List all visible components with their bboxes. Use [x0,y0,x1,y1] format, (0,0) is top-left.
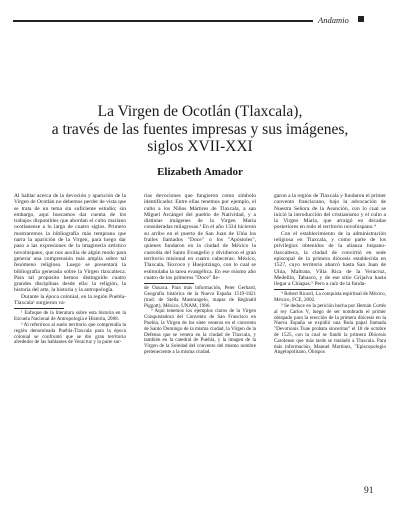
footnote: ² Al referirnos al suelo territorio que comprendía la región denominada Puebla-Tlaxcala para la época colonial se confrontó que se dio gran territorio alrededor de las hablantes de Veracruz y la parte sur- [14,321,126,346]
footnote-rule [274,289,324,290]
body-paragraph: Al hablar acerca de la devoción y aparición de la Virgen de Ocotlán no debemos perder de vista que se trata de un tema sin suficiente estudio; sin embargo, aquí buscamos dar cuenta de los trabajos disponibles que abordan el culto mariano ocotlanense a lo largo de cuatro siglos. Primero mostraremos la bibliografía más temprana que narra la aparición de la Virgen, para luego dar paso a las expresiones de la imaginería artístico novohispano, que nos auxilia de algún modo para generar una comprensión más amplia sobre tal fenómeno religioso. Luego se presentará la bibliografía generada sobre la Virgen tlaxcalteca. Para tal propósito hemos distinguido cuatro grandes disciplinas desde ella: la religión, la historia del arte, la historia y la antropología. [14,193,127,294]
body-paragraph: Durante la época colonial, en la región Puebla-Tlaxcala¹ surgieron va- [14,293,126,307]
footnote: ⁴ Robert Ricard, La conquista espiritual de México, México, FCE, 2002. [274,291,386,304]
footnote: ³ Aquí tenemos los ejemplos claros de la Virgen Conquistadora del Convento de San Francisco en Puebla, la Virgen de los siete veneros en el convento de Santo Domingo de la misma ciudad, la Virgen de la Defensa que se venera en la ciudad de Tlaxcala, y también en la catedral de Puebla, y la imagen de la Virgen de la Soledad del convento del mismo nombre perteneciente a la misma ciudad. [144,308,256,355]
footnote: ⁵ Se deduce en la petición hecha por Hernán Cortés al rey Carlos V, luego de ser nombrado el primer obispado para la erección de la primera diócesis en la Nueva España se expidió una Bula papal llamada "Devotionis Tuae probata sinceritas" el 18 de octubre de 1525, con la cual se fundó la primera Diócesis Carolense que más tarde se trasladó a Tlaxcala. Para más información, Manuel Martínez, "Episcopologio Angelopolitano, Obispos [274,303,386,356]
article-author: Elizabeth Amador [157,166,243,178]
article-title [20,103,380,156]
text-column-1 [14,193,126,346]
body-paragraph: garon a la región de Tlaxcala y fundaron el primer convento franciscano, bajo la advocación de Nuestra Señora de la Asunción, con lo cual se inició la introducción del cristianismo y el culto a la Virgen María, que arraigó en décadas posteriores en todo el territorio novohispano.⁴ [274,193,386,231]
title-line-3: siglos XVII-XXI [147,138,253,155]
text-column-2 [144,193,256,356]
footnote: de Oaxaca. Para más información, Peter Gerhard, Geografía histórica de la Nueva España 1519-1821 (trad. de Stella Mastrangelo, mapas de Reginald Piggott), México, UNAM, 1986. [144,285,256,309]
body-paragraph: rias devociones que fungieron como símbolo identificador. Entre ellas tenemos por ejemplo, el culto a los Niños Mártires de Tlaxcala, a san Miguel Arcángel del pueblo de Natividad, y a distintas imágenes de la Virgen María consideradas milagrosas.³ En el año 1334 hicieron su arribo en el puerto de San Juan de Ulúa los frailes llamados "Doce" o los "Apóstoles", quienes fundaron en la ciudad de México la custodia del Santo Evangelio y dividieron el gran territorio misional en cuatro cabeceras: México, Tlaxcala, Texcoco y Huejotzingo, con lo cual se estimulaba la tarea evangélica. En ese mismo año cuatro de los primeros "Doce" lle- [144,193,256,281]
section-label: Andamio [318,15,349,25]
section-marker [358,16,364,22]
page-number: 91 [364,486,374,496]
body-paragraph: Con el establecimiento de la administración religiosa en Tlaxcala, y como parte de los privilegios obtenidos de la alianza hispano-tlaxcalteca, la ciudad de convirtió en sede episcopal de la primera diócesis establecida en 1527, cuyo territorio abarcó hasta San Juan de Ulúa, Maltrata, Villa Rica de la Veracruz, Medellín, Tabasco, y de ese sitio Grijalva hasta llegar a Chiapas.⁵ Pero a raíz de la funda- [274,230,386,288]
text-column-3 [274,193,386,356]
footnote-rule [144,283,194,284]
title-line-2: a través de las fuentes impresas y sus imágenes, [51,120,349,138]
header-rule [13,20,313,22]
footnote: ¹ Enfoque de la literatura sobre esta historia en la Escuela Nacional de Antropología e Historia, 2008. [14,310,126,323]
title-line-1: La Virgen de Ocotlán (Tlaxcala), [97,103,303,120]
